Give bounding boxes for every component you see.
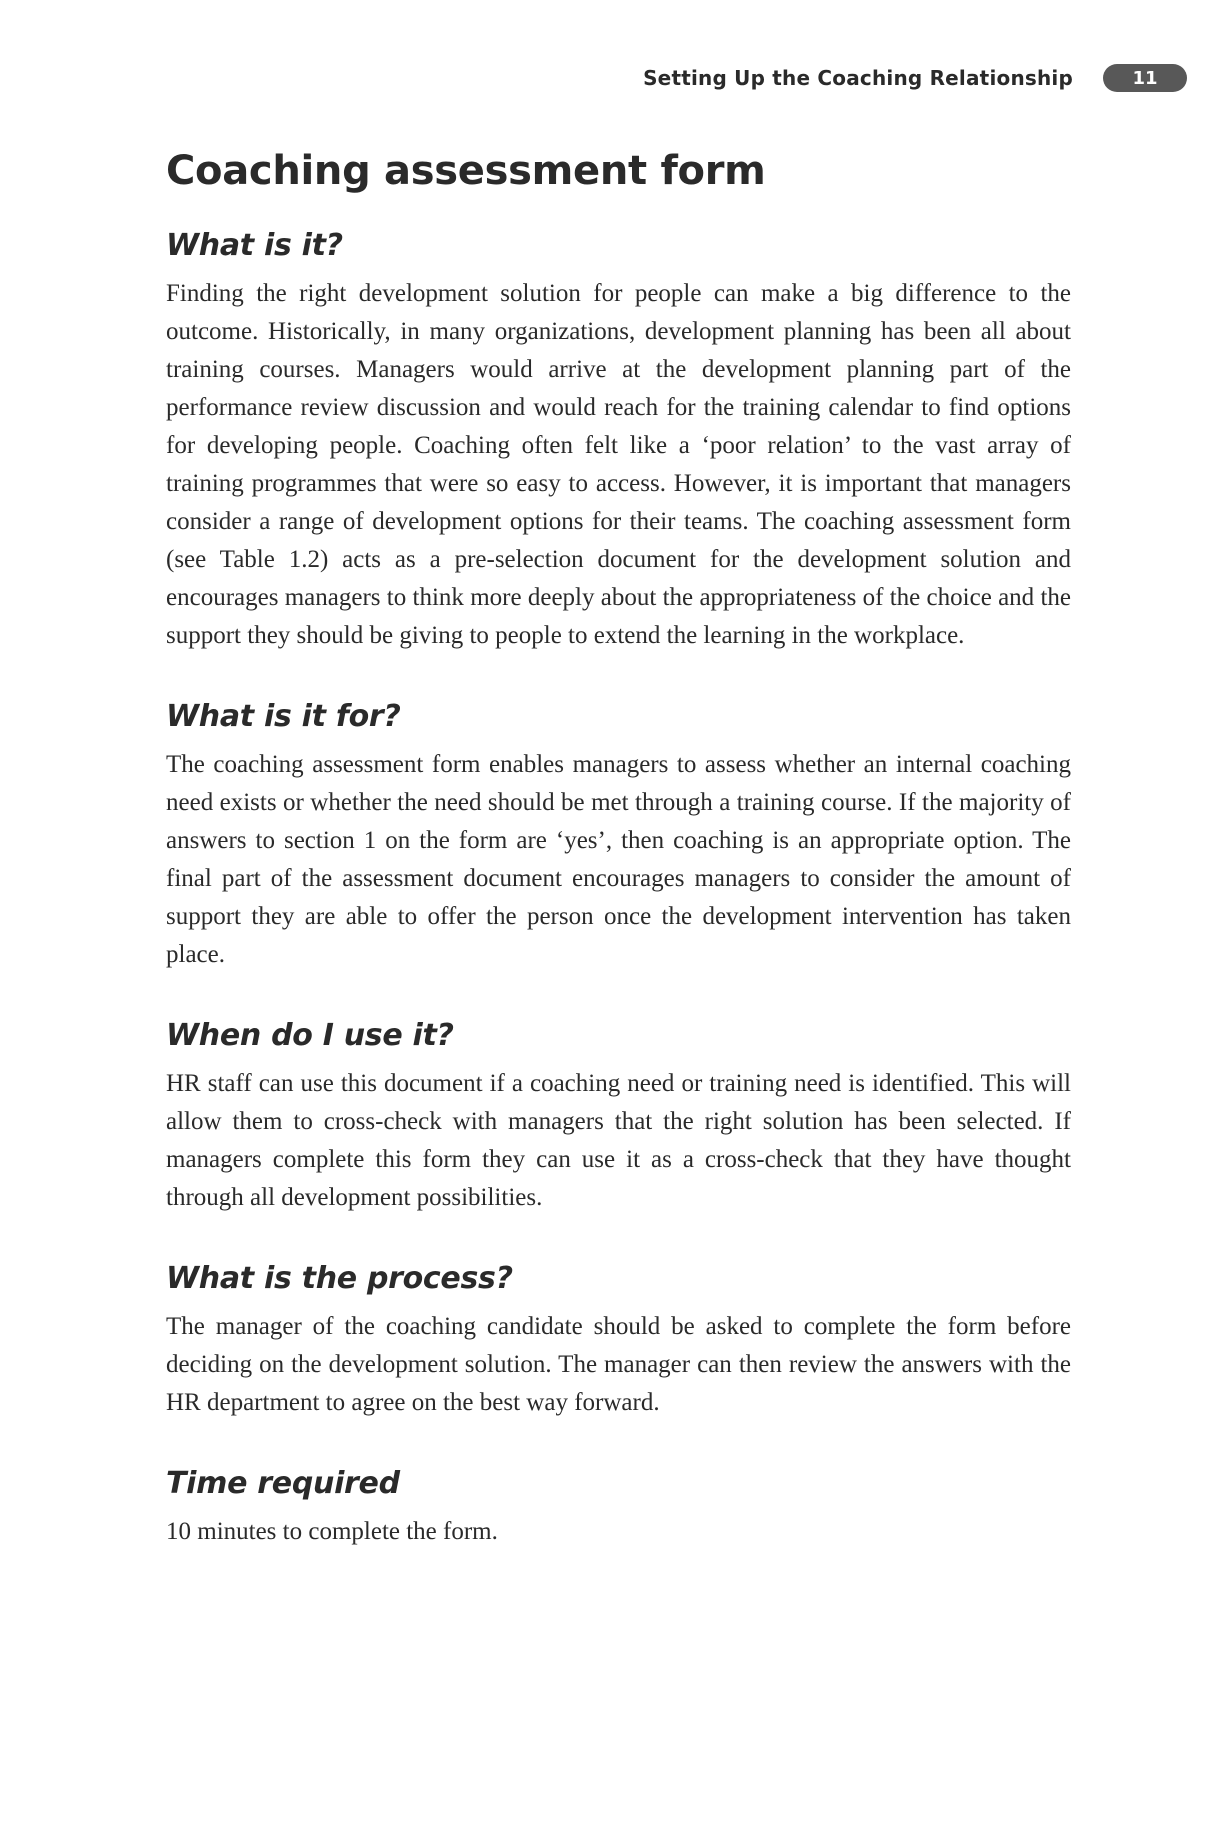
running-header [643, 64, 1187, 92]
section-when-do-i-use-it [166, 1018, 1071, 1217]
section-body: HR staff can use this document if a coaching need or training need is identified. This will allow them to cross-check with managers that the right solution has been selected. If managers complete this form they can use it as a cross-check that they have thought through all development possibilities. [166, 1070, 1071, 1211]
section-heading: Time required [166, 1466, 400, 1501]
section-time-required [166, 1466, 1071, 1551]
section-what-is-it-for [166, 699, 1071, 974]
section-heading: When do I use it? [166, 1018, 454, 1053]
running-title: Setting Up the Coaching Relationship [643, 66, 1073, 90]
section-heading: What is it for? [166, 699, 401, 734]
section-heading: What is it? [166, 228, 343, 263]
page-number-badge: 11 [1103, 64, 1187, 92]
section-heading: What is the process? [166, 1261, 513, 1296]
section-what-is-the-process [166, 1261, 1071, 1422]
section-body: Finding the right development solution for people can make a big difference to the outcome. Historically, in many organizations, development planning has been all about training courses. Managers would arrive at the development planning part of the performance review discussion and would reach for the training calendar to find options for developing people. Coaching often felt like a ‘poor relation’ to the vast array of training programmes that were so easy to access. However, it is important that managers consider a range of development options for their teams. The coaching assessment form (see Table 1.2) acts as a pre-selection document for the development solution and encourages managers to think more deeply about the appropriateness of the choice and the support they should be giving to people to extend the learning in the workplace. [166, 280, 1071, 649]
section-what-is-it [166, 228, 1071, 655]
section-body: The coaching assessment form enables managers to assess whether an internal coaching need exists or whether the need should be met through a training course. If the majority of answers to section 1 on the form are ‘yes’, then coaching is an appropriate option. The final part of the assessment document encourages managers to consider the amount of support they are able to offer the person once the development intervention has taken place. [166, 751, 1071, 968]
section-body: 10 minutes to complete the form. [166, 1518, 498, 1545]
section-body: The manager of the coaching candidate should be asked to complete the form before deciding on the development solution. The manager can then review the answers with the HR department to agree on the best way forward. [166, 1313, 1071, 1416]
page-title: Coaching assessment form [166, 148, 766, 194]
page-content [166, 148, 1071, 1593]
